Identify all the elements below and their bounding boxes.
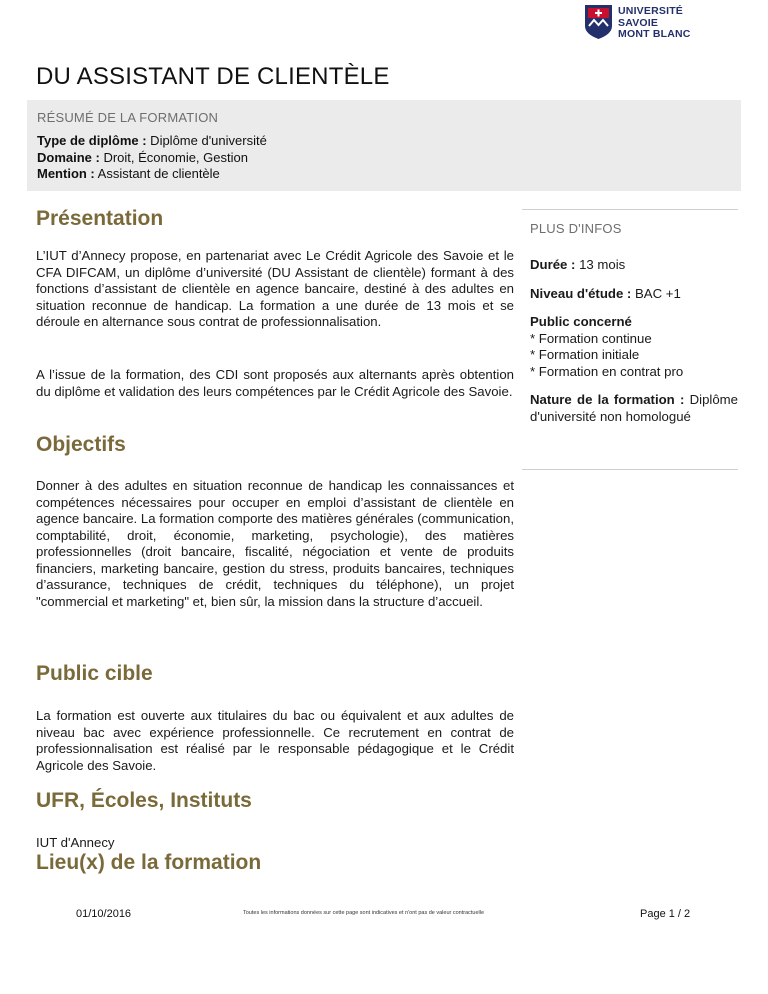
side-divider-top xyxy=(522,209,738,210)
heading-objectifs: Objectifs xyxy=(36,433,126,456)
public-cible-paragraph: La formation est ouverte aux titulaires du bac ou équivalent et aux adultes de niveau bac avec expérience professionnelle. Ce recrutement en contrat de professionnalisation est réalisé par le responsable pédagogique et le Crédit Agricole des Savoie. xyxy=(36,708,514,773)
side-niveau: Niveau d'étude : BAC +1 xyxy=(530,285,681,301)
presentation-paragraph-1: L’IUT d’Annecy propose, en partenariat avec Le Crédit Agricole des Savoie et le CFA DIFCAM, un diplôme d’université (DU Assistant de clientèle) formant à des fonctions d’assistant de clientèle en agence bancaire, destiné à des adultes en situation reconnue de handicap. La formation a une durée de 13 mois et se déroule en alternance sous contrat de professionnalisation. xyxy=(36,248,514,329)
public-item: * Formation continue xyxy=(530,330,652,346)
side-head: PLUS D'INFOS xyxy=(530,221,622,236)
logo-text: UNIVERSITÉ SAVOIE MONT BLANC xyxy=(618,5,691,40)
summary-label: RÉSUMÉ DE LA FORMATION xyxy=(37,110,219,125)
footer-note: Toutes les informations données sur cette page sont indicatives et n'ont pas de valeur contractuelle xyxy=(243,910,485,916)
public-item: * Formation en contrat pro xyxy=(530,363,684,379)
objectifs-paragraph: Donner à des adultes en situation reconnue de handicap les connaissances et compétences nécessaires pour occuper en emploi d’assistant de clientèle en agence bancaire. La formation comporte des matières générales (communication, comptabilité, droit, économie, marketing, psychologie), des matières professionnelles (droit bancaire, fiscalité, négociation et vente de produits financiers, marketing bancaire, gestion du stress, produits bancaires, techniques d’assurance, techniques de crédit, techniques du téléphone), un projet "commercial et marketing" et, bien sûr, la mission dans la structure d’accueil. xyxy=(36,478,514,609)
summary-row-type: Type de diplôme : Diplôme d'université xyxy=(37,133,267,148)
side-nature: Nature de la formation : Diplôme d'université non homologué xyxy=(530,392,738,424)
summary-rows xyxy=(37,133,267,183)
side-info-panel xyxy=(530,221,738,425)
page-title: DU ASSISTANT DE CLIENTÈLE xyxy=(36,63,390,90)
summary-row-mention: Mention : Assistant de clientèle xyxy=(37,166,220,181)
public-list xyxy=(530,331,738,381)
ufr-value: IUT d'Annecy xyxy=(36,835,115,850)
side-duree: Durée : 13 mois xyxy=(530,257,626,272)
heading-ufr: UFR, Écoles, Instituts xyxy=(36,789,252,812)
heading-presentation: Présentation xyxy=(36,207,164,230)
footer-date: 01/10/2016 xyxy=(76,908,132,920)
shield-logo-icon xyxy=(584,4,613,40)
side-public: Public concerné * Formation continue * Formation initiale * Formation en contrat pro xyxy=(530,314,738,380)
side-divider-bottom xyxy=(522,469,738,470)
university-logo xyxy=(584,4,704,42)
summary-box xyxy=(27,100,741,191)
summary-row-domaine: Domaine : Droit, Économie, Gestion xyxy=(37,149,248,165)
heading-public-cible: Public cible xyxy=(36,662,153,685)
public-item: * Formation initiale xyxy=(530,347,640,362)
heading-lieu: Lieu(x) de la formation xyxy=(36,851,262,874)
footer-page-number: Page 1 / 2 xyxy=(640,908,691,920)
presentation-paragraph-2: A l’issue de la formation, des CDI sont proposés aux alternants après obtention du diplôme et validation des leurs compétences par le Crédit Agricole des Savoie. xyxy=(36,367,514,399)
